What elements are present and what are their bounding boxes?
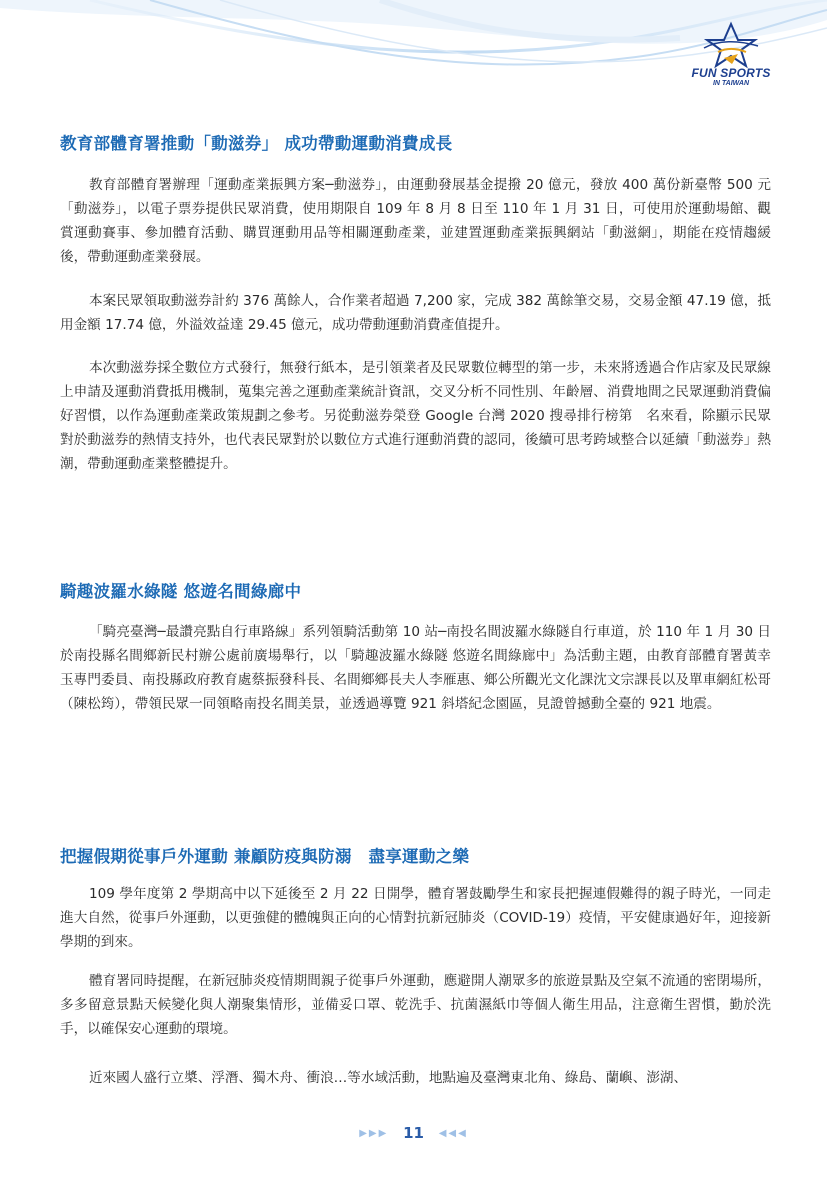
- page-number: 11: [403, 1124, 424, 1142]
- section-title-dongzi-voucher: 教育部體育署推動「動滋券」 成功帶動運動消費成長: [60, 134, 453, 153]
- section-title-outdoor-sports: 把握假期從事戶外運動 兼顧防疫與防溺 盡享運動之樂: [60, 847, 470, 866]
- paragraph: 本次動滋券採全數位方式發行，無發行紙本，是引領業者及民眾數位轉型的第一步，未來將透過合作店家及民眾線上申請及運動消費抵用機制，蒐集完善之運動產業統計資訊，交叉分析不同性別、年齡層、消費地間之民眾運動消費偏好習慣，以作為運動產業政策規劃之參考。另從動滋券榮登 Google 台灣 2020 搜尋排行榜第 名來看，除顯示民眾對於動滋券的熱情支持外，也代表民眾對於以數位方式進行運動消費的認同，後續可思考跨域整合以延續「動滋券」熱潮，帶動運動產業整體提升。: [60, 360, 771, 472]
- paragraph: 體育署同時提醒，在新冠肺炎疫情期間親子從事戶外運動，應避開人潮眾多的旅遊景點及空氣不流通的密閉場所， 多多留意景點天候變化與人潮聚集情形，並備妥口罩、乾洗手、抗菌濕紙巾等個人衛生用品，注意衛生習慣，勤於洗手，以確保安心運動的環境。: [60, 973, 771, 1037]
- page-footer: [0, 1124, 827, 1142]
- paragraph: 教育部體育署辦理「運動產業振興方案─動滋券」，由運動發展基金提撥 20 億元，發放 400 萬份新臺幣 500 元「動滋券」，以電子票券提供民眾消費，使用期限自 109 年 8 月 8 日至 110 年 1 月 31 日，可使用於運動場館、觀賞運動賽事、參加體育活動、購買運動用品等相關運動產業，並建置運動產業振興網站「動滋網」，期能在疫情趨緩後，帶動運動產業發展。: [60, 177, 771, 265]
- logo-text-fun-sports: FUN SPORTS: [691, 66, 771, 80]
- paragraph: 近來國人盛行立槳、浮潛、獨木舟、衝浪…等水域活動，地點遍及臺灣東北角、綠島、蘭嶼、澎湖、: [89, 1070, 688, 1086]
- paragraph: 「騎亮臺灣─最讚亮點自行車路線」系列領騎活動第 10 站─南投名間波羅水綠隧自行車道，於 110 年 1 月 30 日於南投縣名間鄉新民村辦公處前廣場舉行，以「騎趣波羅水綠隧 悠遊名間綠廊中」為活動主題，由教育部體育署黃幸玉專門委員、南投縣政府教育處蔡振發科長、名間鄉鄉長夫人李雁惠、鄉公所觀光文化課沈文宗課長以及單車網紅松哥（陳松筠），帶領民眾一同領略南投名間美景，並透過導覽 921 斜塔紀念園區，見證曾撼動全臺的 921 地震。: [60, 624, 771, 712]
- logo-text-in-taiwan: IN TAIWAN: [712, 80, 750, 87]
- left-arrows-icon: ◀◀◀: [438, 1128, 468, 1139]
- paragraph: 109 學年度第 2 學期高中以下延後至 2 月 22 日開學，體育署鼓勵學生和家長把握連假難得的親子時光，一同走進大自然，從事戶外運動，以更強健的體魄與正向的心情對抗新冠肺炎（COVID-19）疫情，平安健康過好年，迎接新學期的到來。: [60, 886, 771, 950]
- paragraph: 本案民眾領取動滋券計約 376 萬餘人，合作業者超過 7,200 家，完成 382 萬餘筆交易，交易金額 47.19 億，抵用金額 17.74 億，外溢效益達 29.45 億元，成功帶動運動消費產值提升。: [60, 293, 771, 333]
- right-arrows-icon: ▶▶▶: [359, 1128, 389, 1139]
- section-title-cycling-event: 騎趣波羅水綠隧 悠遊名間綠廊中: [60, 582, 302, 601]
